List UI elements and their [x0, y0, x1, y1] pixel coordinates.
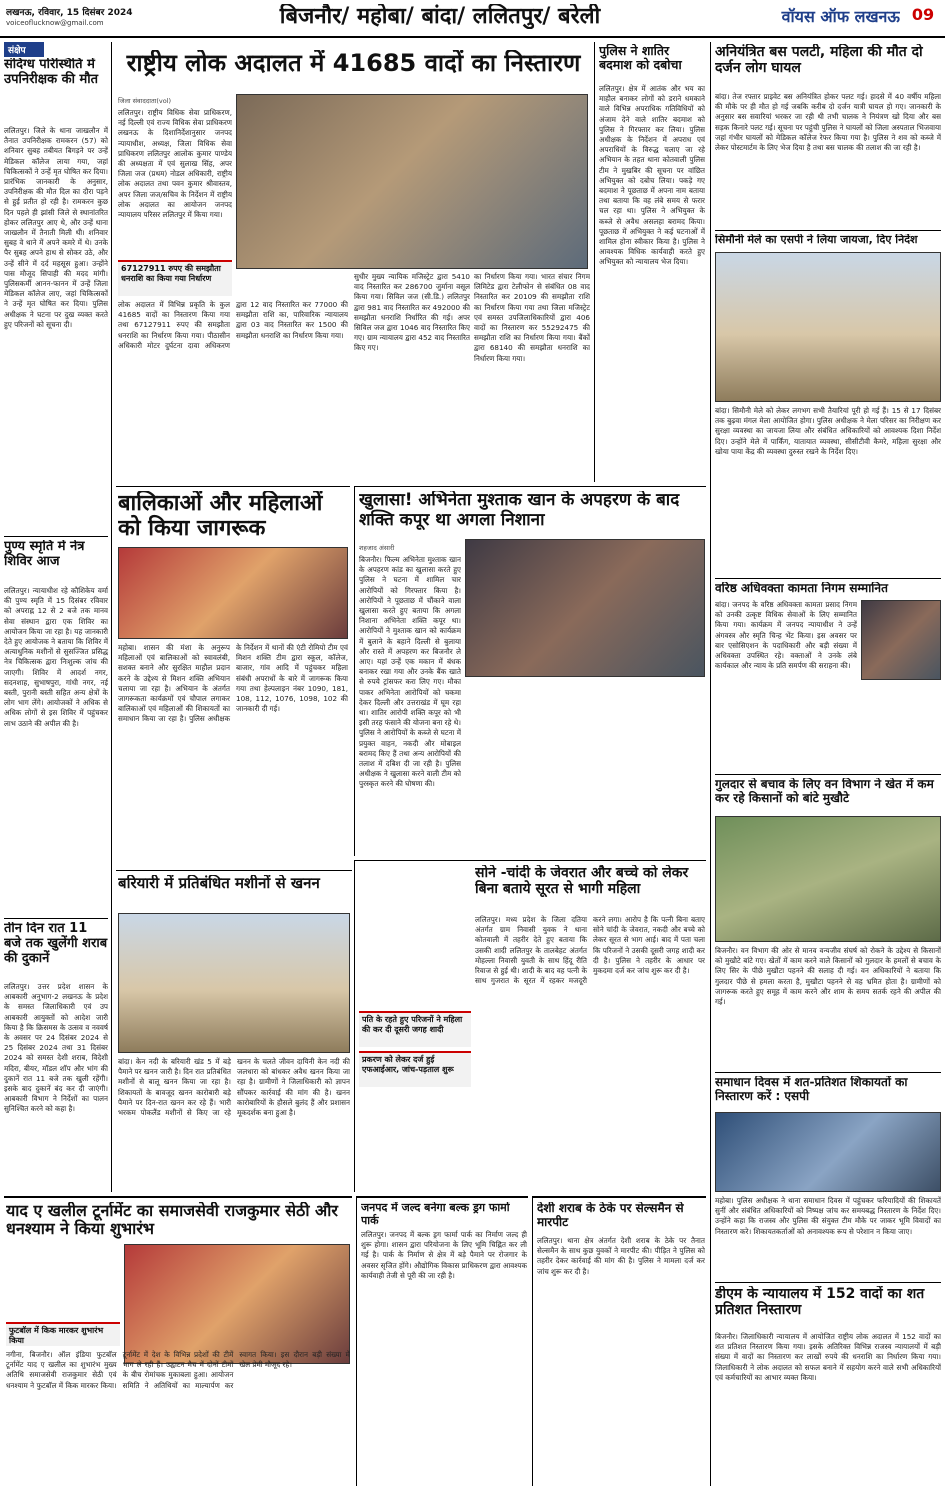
balika-photo [118, 547, 348, 639]
balika-body: महोबा। शासन की मंशा के अनुरूप महिलाओं एवं बालिकाओं को स्वावलंबी, सशक्त बनाने और सुरक्षित माहौल प्रदान करने के उद्देश्य से मिशन शक्ति अभियान चलाया जा रहा है। अभियान के अंतर्गत जागरूकता कार्यक्रमों एवं चौपाल लगाकर बालिकाओं एवं महिलाओं की शिकायतों का समाधान किया जा रहा है। पुलिस अधीक्षक के निर्देशन में थानों की एंटी रोमियो टीम एवं मिशन शक्ति टीम द्वारा स्कूल, कॉलेज, बाजार, गांव आदि में पहुंचकर महिला संबंधी अपराधों के बारे में जागरूक किया गया तथा हेल्पलाइन नंबर 1090, 181, 108, 112, 1076, 1098, 102 की जानकारी दी गई। [118, 643, 348, 724]
lok-adalat-story [116, 42, 591, 482]
sone-headline: सोने -चांदी के जेवरात और बच्चे को लेकर बिना बताये सूरत से भागी महिला [475, 865, 689, 898]
samadhan-photo [715, 1112, 941, 1192]
masthead-section-title: बिजनौर/ महोबा/ बांदा/ ललितपुर/ बरेली [279, 4, 601, 29]
lok-adalat-callout: 67127911 रुपए की समझौता धनराशि का किया गया निर्धारण [118, 260, 232, 296]
sidebar-story3-body: ललितपुर। उत्तर प्रदेश शासन के आबकारी अनुभाग-2 लखनऊ के प्रदेश के समस्त जिलाधिकारी एवं उप आबकारी आयुक्तों को आदेश जारी किया है कि क्रिसमस के उत्सव व नववर्ष के अवसर पर 24 दिसंबर 2024 से 25 दिसंबर 2024 तथा 31 दिसंबर 2024 को समस्त देशी शराब, विदेशी मदिरा, बीयर, मॉडल शॉप और भांग की दुकानें रात 11 बजे तक खुली रहेंगी। इसके बाद दुकानें बंद कर दी जाएंगी। आबकारी विभाग ने निर्देशों का पालन सुनिश्चित करने को कहा है। [4, 982, 108, 1114]
samadhan-body: महोबा। पुलिस अधीक्षक ने थाना समाधान दिवस में पहुंचकर फरियादियों की शिकायतें सुनीं और संबंधित अधिकारियों को निष्पक्ष जांच कर समयबद्ध निस्तारण के निर्देश दिए। उन्होंने कहा कि राजस्व और पुलिस की संयुक्त टीम मौके पर जाकर भूमि विवादों का निस्तारण करे। शिकायतकर्ताओं को अनावश्यक रूप से परेशान न किया जाए। [715, 1196, 941, 1236]
shatir-story [594, 42, 706, 482]
sidebar-story1-headline: संदिग्ध परिस्थिति में उपनिरीक्षक की मौत [4, 58, 99, 87]
masthead-date: लखनऊ, रविवार, 15 दिसंबर 2024 [6, 8, 133, 18]
varishth-photo [861, 600, 941, 680]
lok-adalat-headline: राष्ट्रीय लोक अदालत में 41685 वादों का निस्तारण [126, 50, 581, 77]
shatir-headline: पुलिस ने शातिर बदमाश को दबोचा [599, 44, 682, 73]
sidebar-story3-headline: तीन दिन रात 11 बजे तक खुलेंगी शराब की दुकानें [4, 922, 108, 966]
gulzar-photo [715, 816, 941, 942]
sidebar-brief-column [4, 42, 112, 1192]
khalil-callout: फुटबॉल में किक मारकर शुभारंभ किया [6, 1322, 120, 1346]
khulasa-photo [465, 539, 705, 677]
samadhan-headline: समाधान दिवस में शत-प्रतिशत शिकायतों का निस्तारण करें : एसपी [715, 1076, 908, 1103]
deshi-body: ललितपुर। थाना क्षेत्र अंतर्गत देशी शराब के ठेके पर तैनात सेल्समैन के साथ कुछ युवकों ने मारपीट की। पीड़ित ने पुलिस को तहरीर देकर कार्रवाई की मांग की है। पुलिस ने मामला दर्ज कर जांच शुरू कर दी है। [537, 1236, 705, 1276]
khalil-story [4, 1196, 352, 1486]
lok-adalat-byline: जिला संवाददाता(vol) [118, 97, 172, 105]
varishth-body: बांदा। जनपद के वरिष्ठ अधिवक्ता कामता प्रसाद निगम को उनकी उत्कृष्ट विधिक सेवाओं के लिए सम्मानित किया गया। कार्यक्रम में जनपद न्यायाधीश ने उन्हें अंगवस्त्र और स्मृति चिन्ह भेंट किया। इस अवसर पर बार एसोसिएशन के पदाधिकारी और बड़ी संख्या में अधिवक्ता उपस्थित रहे। वक्ताओं ने उनके लंबे कार्यकाल और न्याय के प्रति समर्पण की सराहना की। [715, 600, 857, 671]
khulasa-body-continued [465, 681, 705, 851]
masthead [0, 0, 945, 38]
khulasa-body: बिजनौर। फिल्म अभिनेता मुश्ताक खान के अपहरण कांड का खुलासा करते हुए पुलिस ने घटना में शामिल चार आरोपियों को गिरफ्तार किया है। आरोपियों ने पूछताछ में चौंकाने वाला खुलासा करते हुए बताया कि अगला निशाना अभिनेता शक्ति कपूर था। आरोपियों ने मुश्ताक खान को कार्यक्रम में बुलाने के बहाने दिल्ली से बुलाया और रास्ते में अपहरण कर बिजनौर ले आए। यहां उन्हें एक मकान में बंधक बनाकर रखा गया और उनके बैंक खाते से रुपये ट्रांसफर करा लिए गए। मौका पाकर अभिनेता आरोपियों को चकमा देकर दिल्ली और उत्तराखंड में घूम रहा था। शातिर आरोपी शक्ति कपूर को भी इसी तरह फंसाने की योजना बना रहे थे। पुलिस ने आरोपियों के कब्जे से घटना में प्रयुक्त वाहन, नकदी और मोबाइल बरामद किए हैं तथा अन्य आरोपियों की तलाश में दबिश दी जा रही है। पुलिस अधीक्षक ने खुलासा करने वाली टीम को पुरस्कृत करने की घोषणा की। [359, 555, 461, 789]
dm-court-headline: डीएम के न्यायालय में 152 वादों का शत प्रतिशत निस्तारण [715, 1286, 925, 1319]
bariyari-headline: बरियारी में प्रतिबंधित मशीनों से खनन [118, 875, 320, 892]
shatir-body: ललितपुर। क्षेत्र में आतंक और भय का माहौल बनाकर लोगों को डराने धमकाने वाले विभिन्न अपराधिक गतिविधियों को अंजाम देने वाले शातिर बदमाश को पुलिस ने गिरफ्तार कर लिया। पुलिस अधीक्षक के निर्देशन में अपराध एवं अपराधियों के विरुद्ध चलाए जा रहे अभियान के तहत थाना कोतवाली पुलिस टीम ने मुखबिर की सूचना पर वांछित अभियुक्त को दबोच लिया। पकड़े गए बदमाश ने पूछताछ में अपना नाम बताया तथा बताया कि वह लंबे समय से फरार चल रहा था। पुलिस ने अभियुक्त के कब्जे से अवैध असलहा बरामद किया। पूछताछ में अभियुक्त ने कई घटनाओं में शामिल होना स्वीकार किया है। पुलिस ने आवश्यक विधिक कार्यवाही करते हुए अभियुक्त को न्यायालय भेज दिया। [599, 84, 705, 267]
lok-adalat-body4: का निर्धारण किया गया। भारत संचार निगम लिमिटेड द्वारा टेलीफोन से संबंधित 08 वाद निस्तारित कर 20109 की समझौता राशि का निर्धारण किया गया तथा जिला मजिस्ट्रेट एवं समस्त उपजिलाधिकारियों द्वारा 406 वादों का निस्तारण कर 55292475 की समझौता राशि का निर्धारण किया गया। बैंकों द्वारा 68140 की समझौता धनराशि का निर्धारण किया गया। [474, 272, 590, 363]
jalghar-body: ललितपुर। जनपद में बल्क ड्रग फार्मा पार्क का निर्माण जल्द ही शुरू होगा। शासन द्वारा परियोजना के लिए भूमि चिह्नित कर ली गई है। पार्क के निर्माण से क्षेत्र में बड़े पैमाने पर रोजगार के अवसर सृजित होंगे। औद्योगिक विकास प्राधिकरण द्वारा आवश्यक कार्यवाही तेजी से पूरी की जा रही है। [361, 1230, 527, 1280]
simoni-body: बांदा। सिमौनी मेले को लेकर लगभग सभी तैयारियां पूरी हो गई हैं। 15 से 17 दिसंबर तक बुढ़वा मंगल मेला आयोजित होगा। पुलिस अधीक्षक ने मेला परिसर का निरीक्षण कर सुरक्षा व्यवस्था का जायजा लिया और संबंधित अधिकारियों को आवश्यक दिशा निर्देश दिए। उन्होंने मेले में पार्किंग, यातायात व्यवस्था, सीसीटीवी कैमरे, महिला सुरक्षा और खोया पाया केंद्र की व्यवस्था दुरुस्त रखने के निर्देश दिए। [715, 406, 941, 456]
simoni-photo [715, 252, 941, 402]
khulasa-story [354, 486, 706, 856]
lok-adalat-body1: ललितपुर। राष्ट्रीय विधिक सेवा प्राधिकरण, नई दिल्ली एवं राज्य विधिक सेवा प्राधिकरण लखनऊ के दिशानिर्देशानुसार जनपद न्यायाधीश, अध्यक्ष, जिला विधिक सेवा प्राधिकरण ललितपुर आलोक कुमार पाण्डेय की अध्यक्षता में एवं सुलाख सिंह, अपर जिला जज (प्रथम) नोडल अधिकारी, राष्ट्रीय लोक अदालत तथा पवन कुमार श्रीवास्तव, अपर जिला जज/सचिव के निर्देशन में राष्ट्रीय लोक अदालत का आयोजन जनपद न्यायालय परिसर ललितपुर में किया गया। [118, 108, 232, 220]
dm-court-body: बिजनौर। जिलाधिकारी न्यायालय में आयोजित राष्ट्रीय लोक अदालत में 152 वादों का शत प्रतिशत निस्तारण किया गया। इसके अतिरिक्त विभिन्न राजस्व न्यायालयों में बड़ी संख्या में वादों का निस्तारण कर लाखों रुपये की धनराशि का निर्धारण किया गया। जिलाधिकारी ने लोक अदालत को सफल बनाने में सहयोग करने वाले सभी अधिकारियों एवं कर्मचारियों का आभार व्यक्त किया। [715, 1332, 941, 1382]
jalghar-story [356, 1196, 528, 1486]
sone-callout1: पति के रहते हुए परिजनों ने महिला की कर दी दूसरी जगह शादी [359, 1011, 471, 1047]
sidebar-story1-body: ललितपुर। जिले के थाना जाखलौन में तैनात उपनिरीक्षक रामकरन (57) को शनिवार सुबह तबीयत बिगड़ने पर उन्हें मेडिकल कॉलेज लाया गया, जहां चिकित्सकों ने उन्हें मृत घोषित कर दिया। प्रारंभिक जानकारी के अनुसार, उपनिरीक्षक की मौत दिल का दौरा पड़ने से हुई प्रतीत हो रही है। रामकरन कुछ दिन पहले ही झांसी जिले से स्थानांतरित होकर ललितपुर आए थे, और उन्हें थाना जाखलौन में तैनाती मिली थी। शनिवार सुबह वे थाने में अपने कमरे में थे। उनके पैर सुबह अपने हाथ से सोकर उठे, और उन्हें सीने में दर्द महसूस हुआ। उन्होंने पास मौजूद सिपाही की मदद मांगी। पुलिसकर्मी आनन-फानन में उन्हें जिला मेडिकल कॉलेज लाए, जहां चिकित्सकों ने उन्हें मृत घोषित कर दिया। पुलिस अधीक्षक ने घटना पर दुख व्यक्त करते हुए परिजनों को सूचना दी। [4, 126, 108, 329]
khalil-headline: याद ए खलील टूर्नामेंट का समाजसेवी राजकुमार सेठी और धनश्याम ने किया शुभारंभ [6, 1202, 338, 1239]
khulasa-byline: शहजाद अंसारी [359, 544, 395, 552]
masthead-page-no: 09 [911, 5, 935, 24]
masthead-site: voiceoflucknow@gmail.com [6, 19, 104, 27]
sidebar-label: संक्षेप [4, 42, 44, 57]
right-column [710, 42, 942, 1486]
sidebar-story2-headline: पुण्य स्मृति में नेत्र शिविर आज [4, 540, 85, 569]
sone-callout2: प्रकरण को लेकर दर्ज हुई एफआईआर, जांच-पड़ताल शुरू [359, 1051, 471, 1087]
deshi-headline: देशी शराब के ठेके पर सेल्समैन से मारपीट [537, 1202, 684, 1229]
bariyari-body: बांदा। केन नदी के बरियारी खंड 5 में बड़े पैमाने पर खनन जारी है। दिन रात प्रतिबंधित मशीनों से बालू खनन किया जा रहा है। शिकायतों के बावजूद खनन कारोबारी बड़े पैमाने पर दिन-रात खनन कर रहे हैं। भारी भरकम पोकलैंड मशीनों से किए जा रहे खनन के चलते जीवन दायिनी केन नदी की जलधारा को बांधकर अवैध खनन किया जा रहा है। ग्रामीणों ने जिलाधिकारी को ज्ञापन सौंपकर कार्रवाई की मांग की है। खनन कारोबारियों के हौसले बुलंद हैं और प्रशासन मूकदर्शक बना हुआ है। [118, 1057, 350, 1118]
khalil-body: नगीना, बिजनौर। ऑल इंडिया फुटबॉल टूर्नामेंट याद ए खलील का शुभारंभ मुख्य अतिथि समाजसेवी राजकुमार सेठी एवं धनश्याम ने फुटबॉल में किक मारकर किया। टूर्नामेंट में देश के विभिन्न प्रदेशों की टीमें भाग ले रही हैं। उद्घाटन मैच में दोनों टीमों के बीच रोमांचक मुकाबला हुआ। आयोजन समिति ने अतिथियों का माल्यार्पण कर स्वागत किया। इस दौरान बड़ी संख्या में खेल प्रेमी मौजूद रहे। [6, 1350, 350, 1390]
varishth-headline: वरिष्ठ अधिवक्ता कामता निगम सम्मानित [715, 582, 888, 595]
deshi-story [532, 1196, 706, 1486]
gulzar-headline: गुलदार से बचाव के लिए वन विभाग ने खेत में कम कर रहे किसानों को बांटे मुखौटे [715, 778, 934, 805]
aniyantrit-body: बांदा। तेज रफ्तार प्राइवेट बस अनियंत्रित होकर पलट गई। हादसे में 40 वर्षीय महिला की मौके पर ही मौत हो गई जबकि करीब दो दर्जन यात्री घायल हो गए। जानकारी के अनुसार बस सवारियां भरकर जा रही थी तभी चालक ने नियंत्रण खो दिया और बस सड़क किनारे पलट गई। सूचना पर पहुंची पुलिस ने घायलों को जिला अस्पताल भिजवाया जहां गंभीर घायलों को मेडिकल कॉलेज रेफर किया गया है। पुलिस ने शव को कब्जे में लेकर पोस्टमार्टम के लिए भेज दिया है तथा बस चालक की तलाश की जा रही है। [715, 92, 941, 153]
simoni-headline: सिमौनी मेले का एसपी ने लिया जायजा, दिए निर्देश [715, 234, 918, 246]
balika-headline: बालिकाओं और महिलाओं को किया जागरूक [118, 491, 323, 542]
lok-adalat-photo [236, 94, 588, 269]
balika-story [116, 486, 350, 866]
lok-adalat-body3: सुधीर मुख्य न्यायिक मजिस्ट्रेट द्वारा 5410 वाद निस्तारित कर 286700 जुर्माना वसूल किया गया। सिविल जज (सी.डि.) ललितपुर द्वारा 981 वाद निस्तारित कर 492000 की समझौता धनराशि निर्धारित की गई। अपर सिविल जज द्वारा 1046 वाद निस्तारित किए गए। ग्राम न्यायालय द्वारा 452 वाद निस्तारित किए गए। [354, 272, 470, 353]
khalil-photo [124, 1244, 350, 1364]
masthead-brand: वॉयस ऑफ लखनऊ [781, 7, 900, 26]
gulzar-body: बिजनौर। वन विभाग की ओर से मानव वन्यजीव संघर्ष को रोकने के उद्देश्य से किसानों को मुखौटे बांटे गए। खेतों में काम करने वाले किसानों को गुलदार के हमलों से बचाव के लिए सिर के पीछे मुखौटा पहनने की सलाह दी गई। वन अधिकारियों ने बताया कि गुलदार पीछे से हमला करता है, मुखौटा पहनने से वह भ्रमित होता है। ग्रामीणों को जागरूक करते हुए समूह में काम करने और शाम के समय सतर्क रहने की अपील की गई। [715, 946, 941, 1007]
bariyari-story [116, 870, 352, 1192]
bariyari-photo [118, 913, 350, 1053]
khulasa-headline: खुलासा! अभिनेता मुश्ताक खान के अपहरण के बाद शक्ति कपूर था अगला निशाना [359, 491, 680, 530]
aniyantrit-headline: अनियंत्रित बस पलटी, महिला की मौत दो दर्जन लोग घायल [715, 44, 923, 77]
sone-story [354, 860, 706, 1192]
lok-adalat-body2: लोक अदालत में विभिन्न प्रकृति के कुल 41685 वादों का निस्तारण किया गया तथा 67127911 रुपए की समझौता धनराशि का निर्धारण किया गया। पीठासीन अधिकारी मोटर दुर्घटना दावा अधिकरण द्वारा 12 वाद निस्तारित कर 77000 की समझौता राशि का, पारिवारिक न्यायालय द्वारा 03 वाद निस्तारित कर 1500 की समझौता धनराशि का निर्धारण किया गया। [118, 300, 348, 350]
sidebar-story2-body: ललितपुर। न्यायाधीश रहे कौशिकेय वर्मा की पुण्य स्मृति में 15 दिसंबर रविवार को अपराह्न 12 से 2 बजे तक मानव सेवा संस्थान द्वारा एक शिविर का आयोजन किया जा रहा है। यह जानकारी देते हुए आयोजक ने बताया कि शिविर में अत्याधुनिक मशीनों से सुसज्जित प्रसिद्ध नेत्र चिकित्सक द्वारा निःशुल्क जांच की जाएगी। शिविर में आदर्श नगर, सदनशाह, सुभाषपुरा, गांधी नगर, नई बस्ती, पुरानी बस्ती सहित अन्य क्षेत्रों के लोग भाग लेंगे। आयोजकों ने अधिक से अधिक लोगों से इस शिविर में पहुंचकर लाभ उठाने की अपील की है। [4, 586, 108, 728]
jalghar-headline: जनपद में जल्द बनेगा बल्क ड्रग फार्मा पार्क [361, 1202, 510, 1227]
sone-body: ललितपुर। मध्य प्रदेश के जिला दतिया अंतर्गत ग्राम निवासी युवक ने थाना कोतवाली में तहरीर देते हुए बताया कि उसकी शादी ललितपुर के तालबेहट अंतर्गत मोहल्ला निवासी युवती के साथ हिंदू रीति रिवाज से हुई थी। शादी के बाद वह पत्नी के साथ गुजरात के सूरत में रहकर मजदूरी करने लगा। आरोप है कि पत्नी बिना बताए सोने चांदी के जेवरात, नकदी और बच्चे को लेकर सूरत से भाग आई। बाद में पता चला कि परिजनों ने उसकी दूसरी जगह शादी कर दी है। पुलिस ने तहरीर के आधार पर मुकदमा दर्ज कर जांच शुरू कर दी है। [475, 915, 705, 986]
